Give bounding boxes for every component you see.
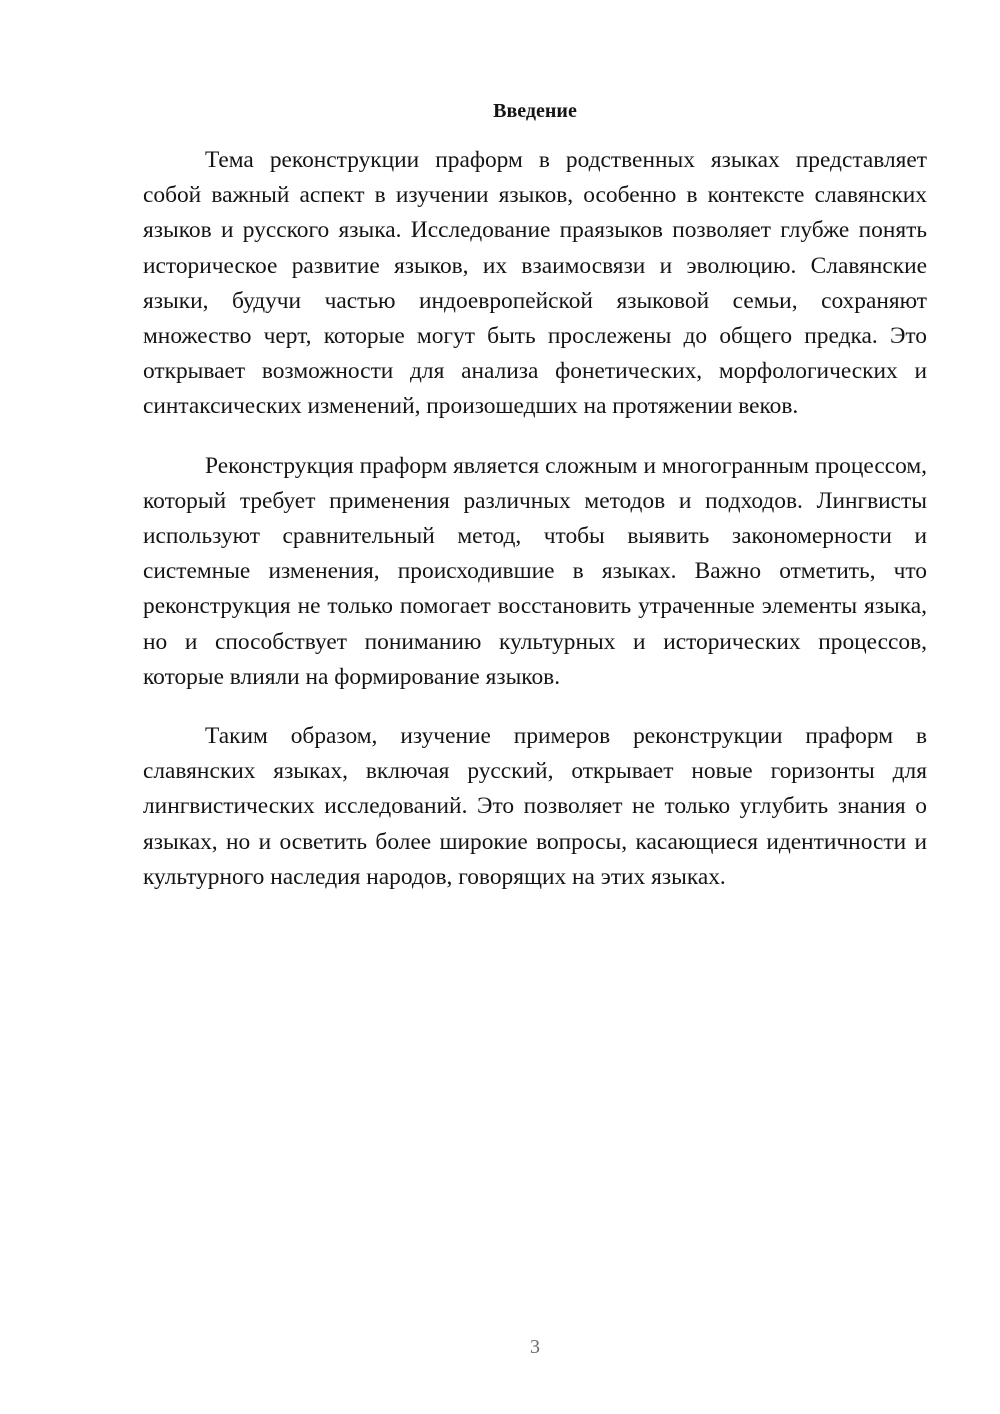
paragraph-1: Тема реконструкции праформ в родственных языках представляет собой важный аспект в изучении языков, особенно в контексте славянских языков и русского языка. Исследование праязыков позволяет глубже понять историческое развитие языков, их взаимосвязи и эволюцию. Славянские языки, будучи частью индоевропейской языковой семьи, сохраняют множество черт, которые могут быть прослежены до общего предка. Это открывает возможности для анализа фонетических, морфологических и синтаксических изменений, произошедших на протяжении веков. bbox=[143, 147, 927, 420]
section-title: Введение bbox=[493, 100, 577, 122]
page-number: 3 bbox=[530, 1336, 540, 1358]
paragraph-3: Таким образом, изучение примеров реконструкции праформ в славянских языках, включая русский, открывает новые горизонты для лингвистических исследований. Это позволяет не только углубить знания о языках, но и осветить более широкие вопросы, касающиеся идентичности и культурного наследия народов, говорящих на этих языках. bbox=[143, 723, 927, 890]
body-text bbox=[143, 143, 927, 919]
paragraph-2: Реконструкция праформ является сложным и многогранным процессом, который требует применения различных методов и подходов. Лингвисты используют сравнительный метод, чтобы выявить закономерности и системные изменения, происходившие в языках. Важно отметить, что реконструкция не только помогает восстановить утраченные элементы языка, но и способствует пониманию культурных и исторических процессов, которые влияли на формирование языков. bbox=[143, 452, 927, 690]
